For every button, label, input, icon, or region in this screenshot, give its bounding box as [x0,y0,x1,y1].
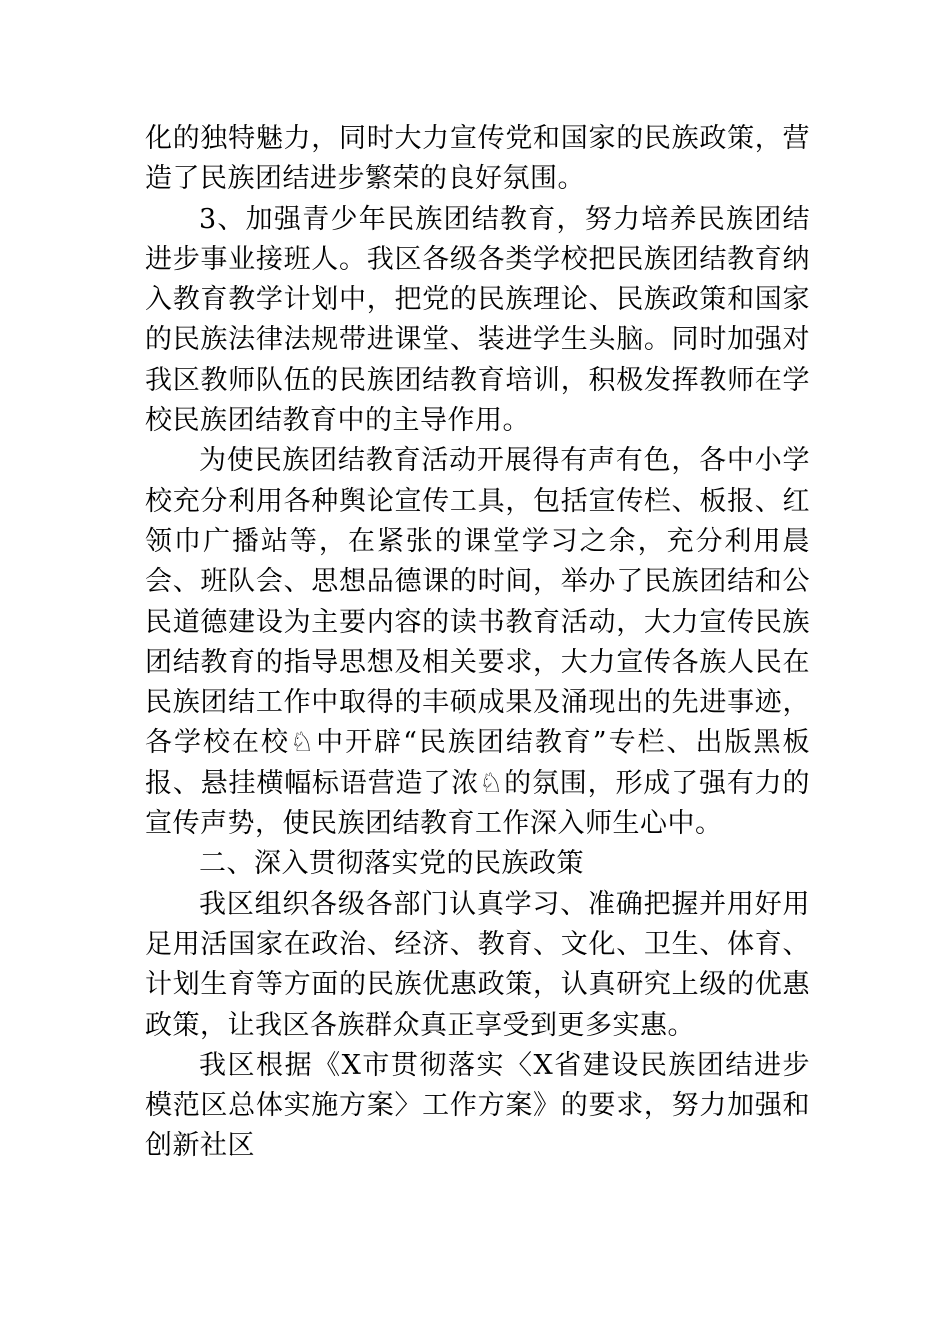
paragraph-work-plan: 我区根据《X市贯彻落实〈X省建设民族团结进步模范区总体实施方案〉工作方案》的要求，努力加强和创新社区 [145,1049,810,1162]
paragraph-continuation: 化的独特魅力，同时大力宣传党和国家的民族政策，营造了民族团结进步繁荣的良好氛围。 [145,123,810,195]
document-body [145,119,810,1167]
paragraph-youth-education: 3、加强青少年民族团结教育，努力培养民族团结进步事业接班人。我区各级各类学校把民族团结教育纳入教育教学计划中，把党的民族理论、民族政策和国家的民族法律法规带进课堂、装进学生头脑。同时加强对我区教师队伍的民族团结教育培训，积极发挥教师在学校民族团结教育中的主导作用。 [145,203,810,437]
paragraph-policy-implementation: 我区组织各级各部门认真学习、准确把握并用好用足用活国家在政治、经济、教育、文化、卫生、体育、计划生育等方面的民族优惠政策，认真研究上级的优惠政策，让我区各族群众真正享受到更多实惠。 [145,888,810,1041]
section-heading: 二、深入贯彻落实党的民族政策 [199,848,584,880]
paragraph-school-activities: 为使民族团结教育活动开展得有声有色，各中小学校充分利用各种舆论宣传工具，包括宣传栏、板报、红领巾广播站等，在紧张的课堂学习之余，充分利用晨会、班队会、思想品德课的时间，举办了民族团结和公民道德建设为主要内容的读书教育活动，大力宣传民族团结教育的指导思想及相关要求，大力宣传各族人民在民族团结工作中取得的丰硕成果及涌现出的先进事迹，各学校在校♘中开辟“民族团结教育”专栏、出版黑板报、悬挂横幅标语营造了浓♘的氛围，形成了强有力的宣传声势，使民族团结教育工作深入师生心中。 [145,445,810,840]
